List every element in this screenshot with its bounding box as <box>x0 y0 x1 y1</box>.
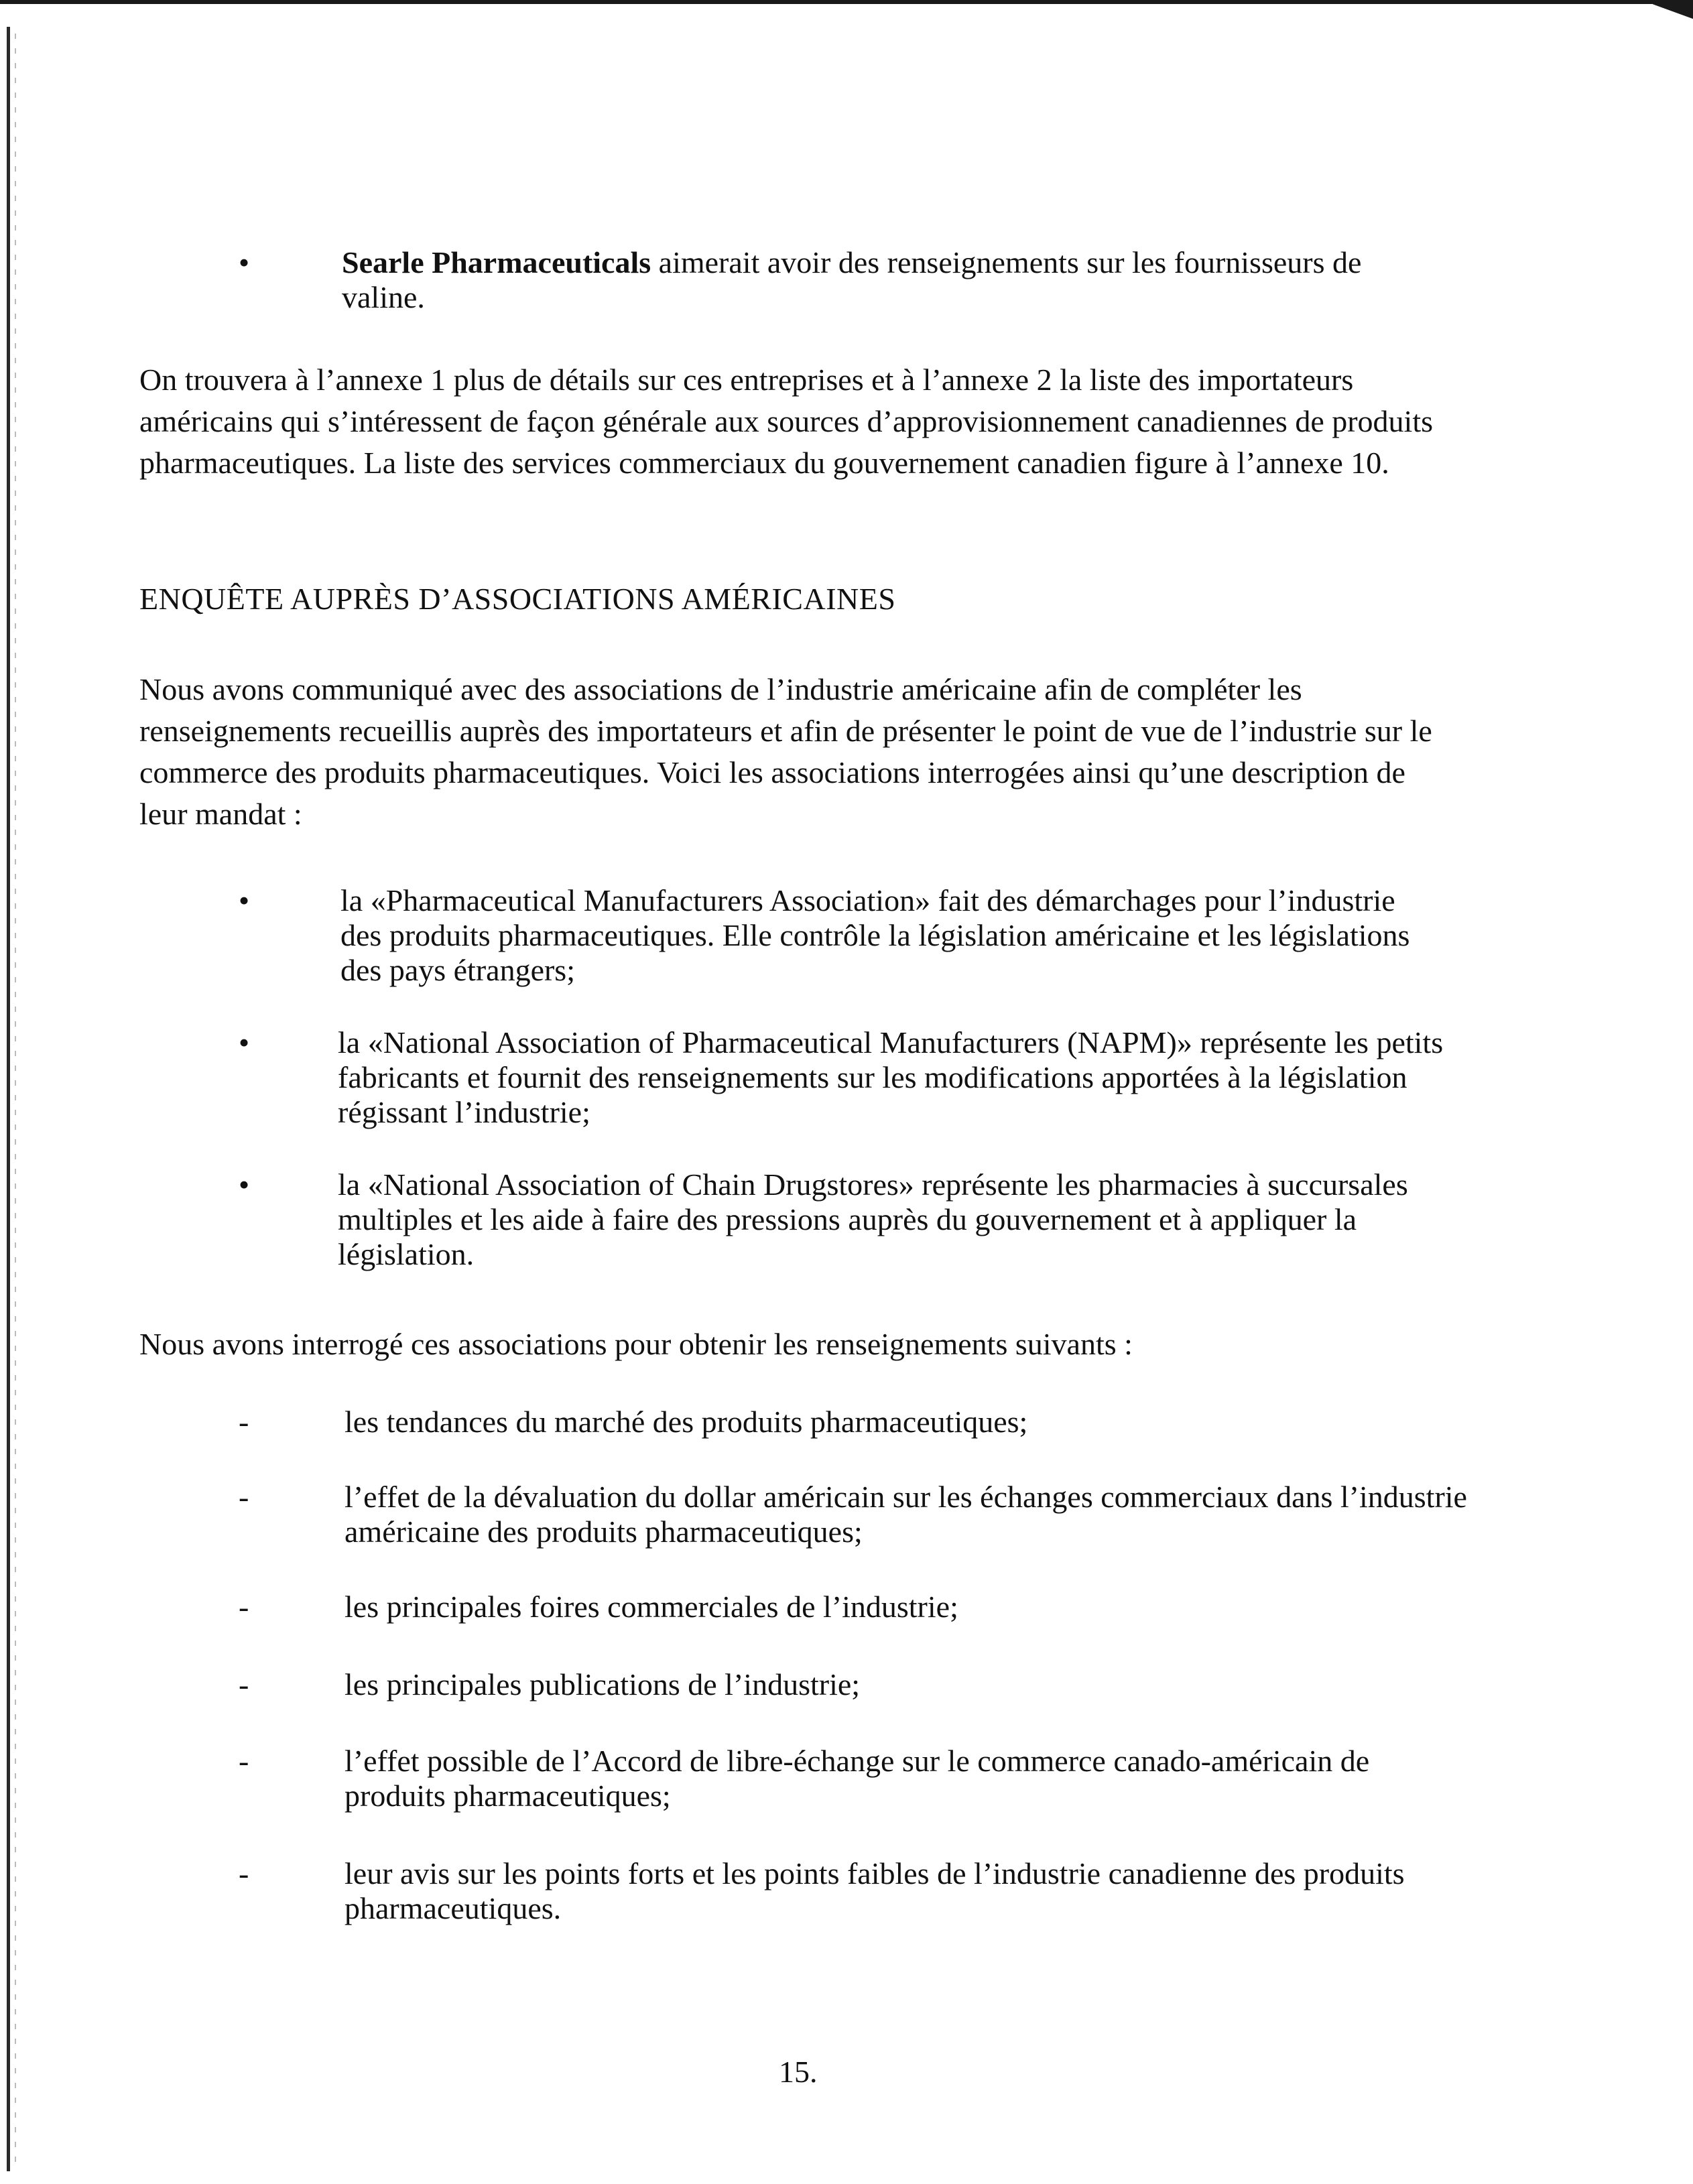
dash-marker: - <box>239 1480 249 1514</box>
intro-bullet-rest: aimerait avoir des renseignements sur les fournisseurs de valine. <box>342 245 1362 314</box>
paragraph-associations-intro: Nous avons communiqué avec des associations de l’industrie américaine afin de compléter les renseignements recueillis auprès des importateurs et afin de présenter le point de vue de l’industrie sur le commerce des produits pharmaceutiques. Voici les associations interrogées ainsi qu’une description de leur mandat : <box>139 672 1432 831</box>
association-text: la «National Association of Chain Drugstores» représente les pharmacies à succursales multiples et les aide à faire des pressions auprès du gouvernement et à appliquer la législation. <box>338 1167 1408 1271</box>
intro-bullet-text <box>342 245 1441 315</box>
dash-marker: - <box>239 1744 249 1778</box>
section-heading: ENQUÊTE AUPRÈS D’ASSOCIATIONS AMÉRICAINES <box>139 582 896 616</box>
dash-marker: - <box>239 1590 249 1624</box>
bullet-marker: • <box>239 245 250 279</box>
topic-text: l’effet possible de l’Accord de libre-échange sur le commerce canado-américain de produits pharmaceutiques; <box>344 1744 1370 1813</box>
paragraph-annexes: On trouvera à l’annexe 1 plus de détails sur ces entreprises et à l’annexe 2 la liste des importateurs américains qui s’intéressent de façon générale aux sources d’approvisionnement canadiennes de produits pharmaceutiques. La liste des services commerciaux du gouvernement canadien figure à l’annexe 10. <box>139 363 1434 480</box>
topic-text: l’effet de la dévaluation du dollar américain sur les échanges commerciaux dans l’industrie américaine des produits pharmaceutiques; <box>344 1480 1467 1549</box>
dash-marker: - <box>239 1667 249 1701</box>
bullet-marker: • <box>239 1025 250 1059</box>
topic-text: les principales foires commerciales de l’industrie; <box>344 1590 958 1624</box>
association-text: la «National Association of Pharmaceutical Manufacturers (NAPM)» représente les petits fabricants et fournit des renseignements sur les modifications apportées à la législation régissant l’industrie; <box>338 1025 1444 1129</box>
dash-marker: - <box>239 1405 249 1439</box>
association-text: la «Pharmaceutical Manufacturers Association» fait des démarchages pour l’industrie des produits pharmaceutiques. Elle contrôle la législation américaine et les législations des pays étrangers; <box>340 883 1410 987</box>
dash-marker: - <box>239 1856 249 1890</box>
topic-text: leur avis sur les points forts et les points faibles de l’industrie canadienne des produits pharmaceutiques. <box>344 1856 1405 1925</box>
bullet-marker: • <box>239 1167 250 1202</box>
bullet-marker: • <box>239 883 250 917</box>
page-number: 15. <box>779 2055 818 2089</box>
topic-text: les tendances du marché des produits pharmaceutiques; <box>344 1405 1028 1439</box>
company-name: Searle Pharmaceuticals <box>342 245 651 279</box>
topic-text: les principales publications de l’industrie; <box>344 1667 861 1701</box>
paragraph-topics-intro: Nous avons interrogé ces associations pour obtenir les renseignements suivants : <box>139 1327 1133 1361</box>
